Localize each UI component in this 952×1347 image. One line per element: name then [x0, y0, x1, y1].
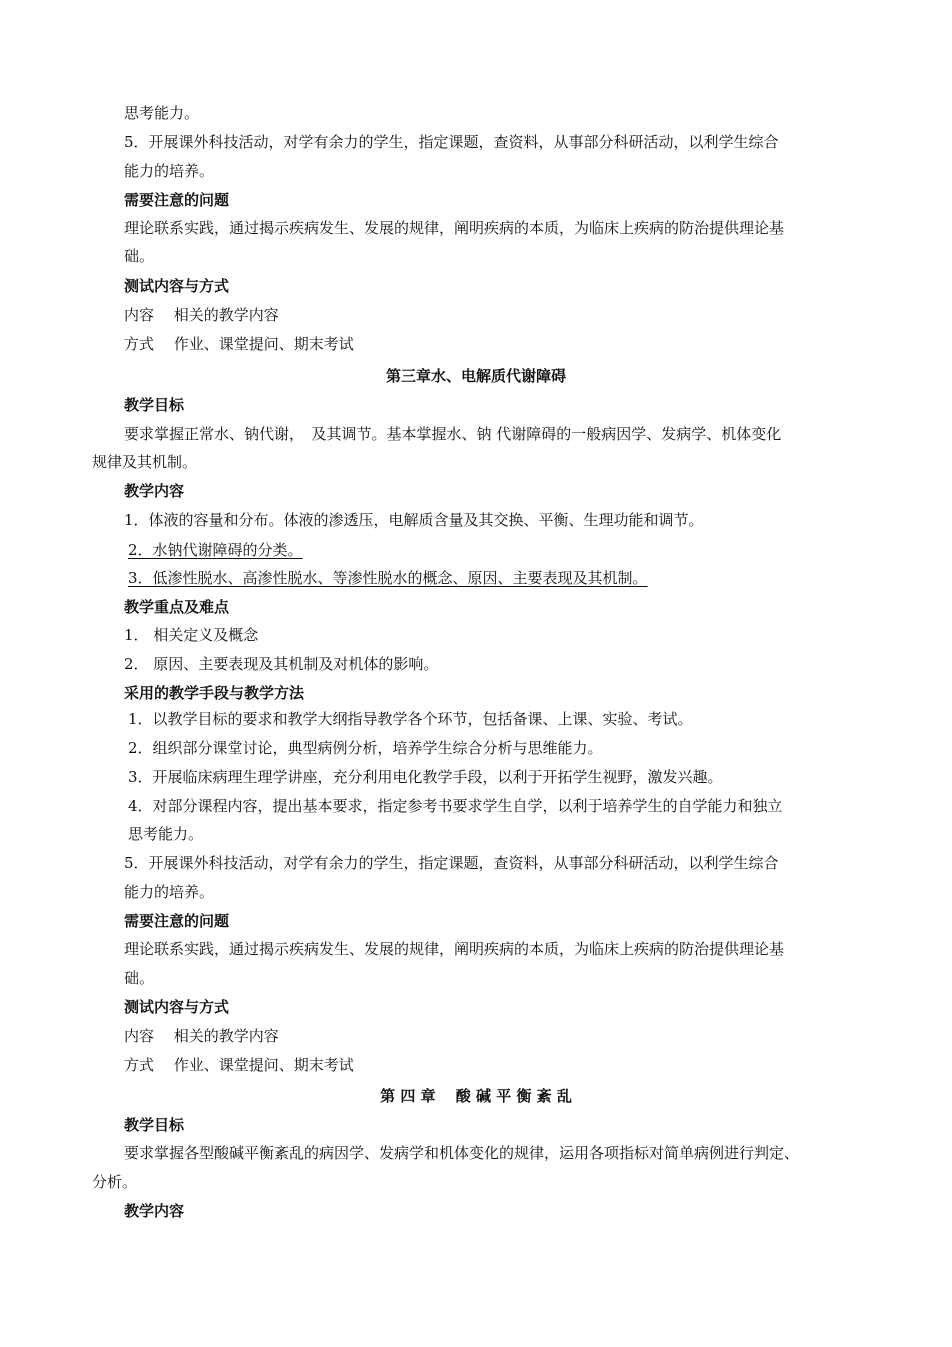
section-heading: 教学内容 [124, 482, 185, 500]
list-item: 2．水钠代谢障碍的分类。 [128, 541, 303, 559]
paragraph-line: 要求掌握正常水、钠代谢， 及其调节。基本掌握水、钠 代谢障碍的一般病因学、发病学、机体变化 [124, 425, 782, 443]
section-heading: 教学目标 [124, 1116, 185, 1134]
paragraph-line: 内容 相关的教学内容 [124, 1027, 279, 1045]
list-item: 5．开展课外科技活动，对学有余力的学生，指定课题，查资料，从事部分科研活动，以利学生综合 [124, 133, 779, 151]
paragraph-line: 理论联系实践，通过揭示疾病发生、发展的规律，阐明疾病的本质，为临床上疾病的防治提供理论基 [124, 219, 785, 237]
list-item: 2．组织部分课堂讨论，典型病例分析，培养学生综合分析与思维能力。 [128, 739, 603, 757]
paragraph-line: 能力的培养。 [124, 883, 215, 901]
paragraph-line: 分析。 [92, 1173, 138, 1191]
section-heading: 需要注意的问题 [124, 191, 230, 209]
paragraph-line: 规律及其机制。 [92, 453, 198, 471]
section-heading: 需要注意的问题 [124, 912, 230, 930]
section-heading: 测试内容与方式 [124, 277, 230, 295]
list-item: 5．开展课外科技活动，对学有余力的学生，指定课题，查资料，从事部分科研活动，以利学生综合 [124, 854, 779, 872]
section-heading: 教学重点及难点 [124, 598, 230, 616]
list-item: 1． 相关定义及概念 [124, 626, 259, 644]
section-heading: 采用的教学手段与教学方法 [124, 684, 305, 702]
paragraph-line: 能力的培养。 [124, 162, 215, 180]
list-item: 3．低渗性脱水、高渗性脱水、等渗性脱水的概念、原因、主要表现及其机制。 [128, 569, 648, 587]
paragraph-line: 方式 作业、课堂提问、期末考试 [124, 1056, 354, 1074]
list-item: 1．以教学目标的要求和教学大纲指导教学各个环节，包括备课、上课、实验、考试。 [128, 710, 693, 728]
paragraph-line: 础。 [124, 969, 155, 987]
list-item: 2． 原因、主要表现及其机制及对机体的影响。 [124, 655, 439, 673]
list-item: 1．体液的容量和分布。体液的渗透压，电解质含量及其交换、平衡、生理功能和调节。 [124, 511, 704, 529]
section-heading: 教学内容 [124, 1202, 185, 1220]
paragraph-line: 思考能力。 [128, 825, 204, 843]
paragraph-line: 理论联系实践，通过揭示疾病发生、发展的规律，阐明疾病的本质，为临床上疾病的防治提供理论基 [124, 940, 785, 958]
chapter-title: 第三章水、电解质代谢障碍 [385, 367, 566, 385]
chapter-title: 第 四 章 酸 碱 平 衡 紊 乱 [380, 1087, 572, 1105]
paragraph-line: 础。 [124, 247, 155, 265]
paragraph-line: 思考能力。 [124, 104, 200, 122]
paragraph-line: 内容 相关的教学内容 [124, 306, 279, 324]
list-item: 4．对部分课程内容，提出基本要求，指定参考书要求学生自学，以利于培养学生的自学能力和独立 [128, 797, 783, 815]
list-item: 3．开展临床病理生理学讲座，充分利用电化教学手段，以利于开拓学生视野，激发兴趣。 [128, 768, 723, 786]
paragraph-line: 方式 作业、课堂提问、期末考试 [124, 335, 354, 353]
paragraph-line: 要求掌握各型酸碱平衡紊乱的病因学、发病学和机体变化的规律，运用各项指标对简单病例进行判定、 [124, 1144, 800, 1162]
section-heading: 教学目标 [124, 396, 185, 414]
section-heading: 测试内容与方式 [124, 998, 230, 1016]
